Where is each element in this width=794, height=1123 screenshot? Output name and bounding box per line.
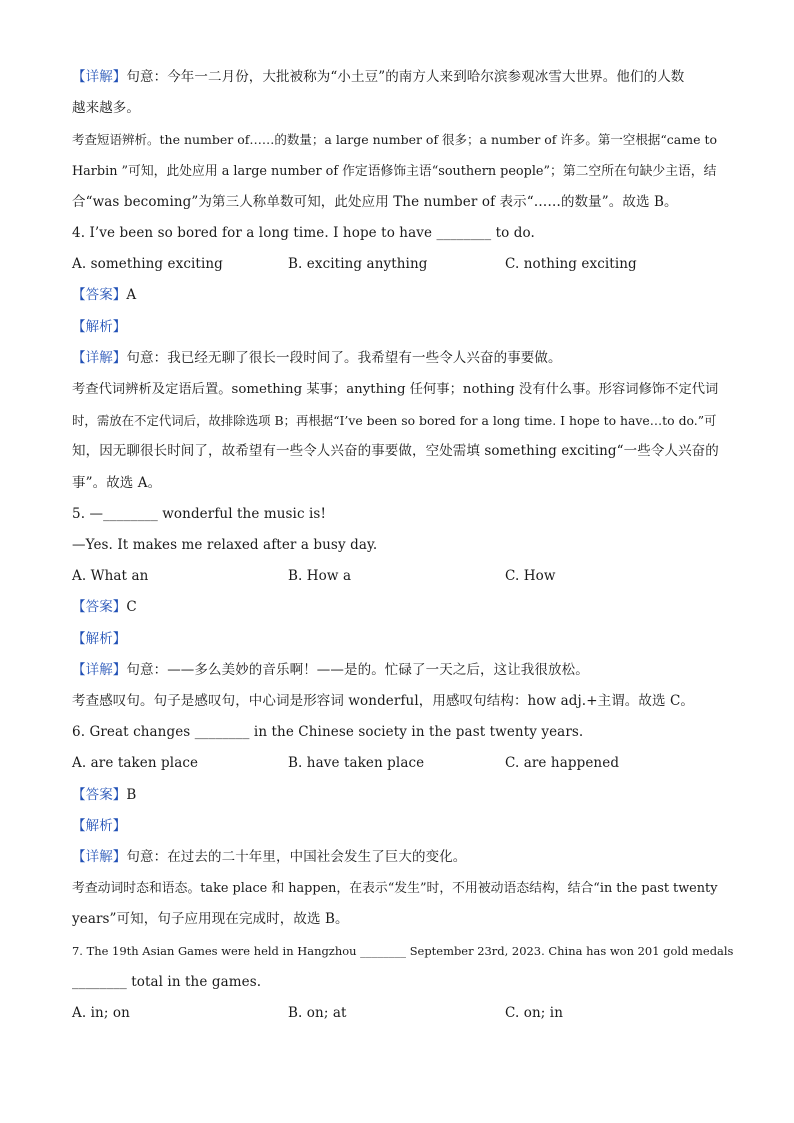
q5-option-a: A. What an	[72, 568, 149, 585]
q5-answer-line	[72, 592, 724, 623]
q4-analysis-line-2: 时，需放在不定代词后，故排除选项 B；再根据“I’ve been so bored for a long time. I hope to have…to do.”可	[72, 413, 717, 429]
q5-stem: 5. —________ wonderful the music is!	[72, 505, 326, 522]
q4-detail-text: 句意：我已经无聊了很长一段时间了。我希望有一些令人兴奋的事要做。	[126, 349, 562, 366]
q4-answer: A	[126, 287, 137, 304]
q4-analysis-line-4: 事”。故选 A。	[72, 474, 162, 491]
q4-analysis-line-1: 考查代词辨析及定语后置。something 某事；anything 任何事；nothing 没有什么事。形容词修饰不定代词	[72, 382, 719, 398]
q7-stem-line-1: 7. The 19th Asian Games were held in Hangzhou ________ September 23rd, 2023. China has won 201 gold medals	[72, 943, 734, 958]
q4-answer-line	[72, 280, 724, 311]
q7-option-b: B. on; at	[288, 1005, 347, 1022]
q6-option-c: C. are happened	[505, 755, 620, 772]
q4-option-a: A. something exciting	[72, 256, 223, 273]
q5-option-c: C. How	[505, 568, 556, 585]
q5-analysis-tag: 【解析】	[72, 630, 127, 647]
detail-tag: 【详解】	[72, 661, 127, 678]
q3-detail-line-2: 越来越多。	[72, 100, 140, 117]
q7-option-c: C. on; in	[505, 1005, 564, 1022]
q5-detail-line	[72, 655, 724, 686]
q3-detail-text: 句意：今年一二月份，大批被称为“小土豆”的南方人来到哈尔滨参观冰雪大世界。他们的人数	[126, 69, 685, 85]
q3-analysis-line-1: 考查短语辨析。the number of……的数量；a large number of 很多；a number of 许多。第一空根据“came to	[72, 132, 718, 148]
q6-detail-text: 句意：在过去的二十年里，中国社会发生了巨大的变化。	[126, 849, 467, 866]
q5-option-b: B. How a	[288, 568, 352, 585]
answer-tag: 【答案】	[72, 786, 127, 803]
answer-tag: 【答案】	[72, 287, 127, 304]
q6-option-a: A. are taken place	[72, 755, 199, 772]
q4-analysis-line-3: 知，因无聊很长时间了，故希望有一些令人兴奋的事要做，空处需填 something exciting“一些令人兴奋的	[72, 443, 719, 460]
q6-analysis-line-2: years”可知，句子应用现在完成时，故选 B。	[72, 911, 349, 928]
q4-option-c: C. nothing exciting	[505, 256, 637, 273]
q4-options	[72, 249, 724, 280]
q3-analysis-line-3: 合“was becoming”为第三人称单数可知，此处应用 The number of 表示“……的数量”。故选 B。	[72, 193, 678, 210]
q5-options	[72, 561, 724, 592]
detail-tag: 【详解】	[72, 349, 127, 366]
q3-analysis-line-2: Harbin ”可知，此处应用 a large number of 作定语修饰主语“southern people”；第二空所在句缺少主语，结	[72, 163, 717, 179]
q3-detail-line-1	[72, 62, 724, 93]
detail-tag: 【详解】	[72, 849, 127, 866]
q4-analysis-tag: 【解析】	[72, 318, 127, 335]
q7-option-a: A. in; on	[72, 1005, 130, 1022]
detail-tag: 【详解】	[72, 69, 127, 85]
q6-answer-line	[72, 780, 724, 811]
q5-answer: C	[126, 599, 137, 616]
document-page	[72, 62, 734, 1029]
q6-analysis-line-1: 考查动词时态和语态。take place 和 happen，在表示“发生”时，不用被动语态结构，结合“in the past twenty	[72, 881, 718, 897]
q6-options	[72, 748, 724, 779]
q5-detail-text: 句意：——多么美妙的音乐啊！——是的。忙碌了一天之后，这让我很放松。	[126, 661, 589, 678]
q4-stem: 4. I’ve been so bored for a long time. I hope to have ________ to do.	[72, 225, 535, 242]
q7-stem-line-2: ________ total in the games.	[72, 973, 262, 990]
q4-detail-line	[72, 343, 724, 374]
q6-stem: 6. Great changes ________ in the Chinese society in the past twenty years.	[72, 724, 584, 741]
answer-tag: 【答案】	[72, 599, 127, 616]
q7-options	[72, 998, 724, 1029]
q6-detail-line	[72, 842, 724, 873]
q6-option-b: B. have taken place	[288, 755, 425, 772]
q5-reply: —Yes. It makes me relaxed after a busy day.	[72, 537, 378, 554]
q6-answer: B	[126, 786, 137, 803]
q5-analysis-line-1: 考查感叹句。句子是感叹句，中心词是形容词 wonderful，用感叹句结构：how adj.+主谓。故选 C。	[72, 693, 695, 710]
q6-analysis-tag: 【解析】	[72, 817, 127, 834]
q4-option-b: B. exciting anything	[288, 256, 428, 273]
